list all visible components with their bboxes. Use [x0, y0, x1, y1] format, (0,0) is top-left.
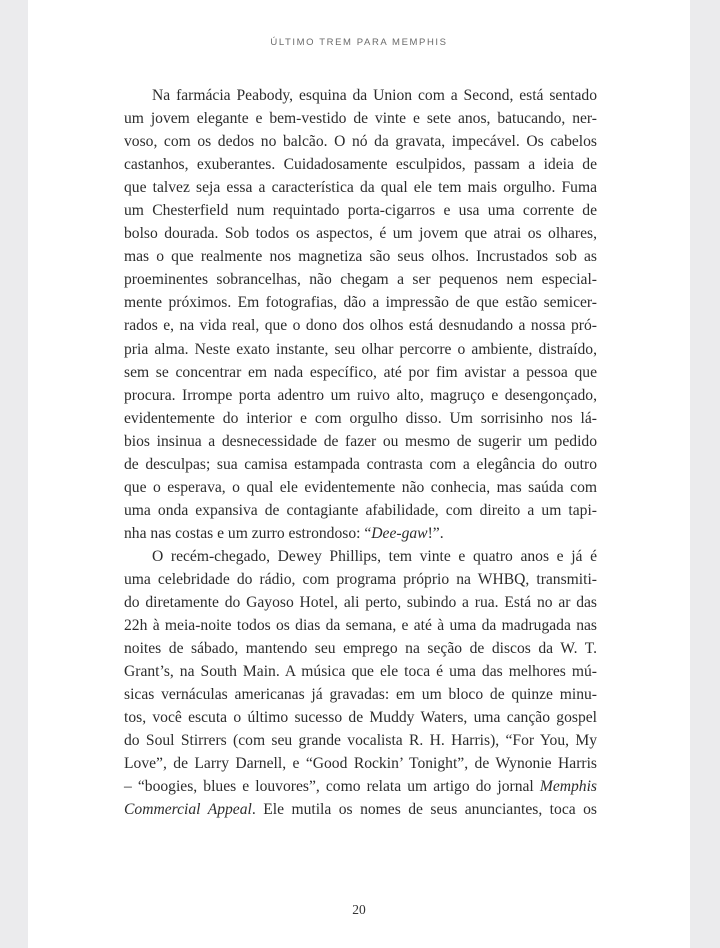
running-head: ÚLTIMO TREM PARA MEMPHIS — [270, 37, 448, 48]
italic-text: Dee-gaw — [371, 524, 428, 542]
text-line-mixed — [124, 775, 597, 798]
text-line: de desculpas; sua camisa estampada contrasta com a elegância do outro — [124, 455, 597, 473]
text-line: proeminentes sobrancelhas, não chegam a ser pequenos nem especial- — [124, 271, 597, 289]
text-line: 22h à meia-noite todos os dias da semana, e até à uma da madrugada nas — [124, 617, 597, 635]
text-line: mente próximos. Em fotografias, dão a impressão de que estão semicer- — [124, 294, 597, 312]
text-line: tos, você escuta o último sucesso de Muddy Waters, uma canção gospel — [124, 709, 597, 727]
text-line: que o esperava, o qual ele evidentemente não conhecia, mas saúda com — [124, 478, 597, 496]
text-line: evidentemente do interior e com orgulho disso. Um sorrisinho nos lá- — [124, 409, 597, 427]
text-line: noites de sábado, mantendo seu emprego na seção de discos da W. T. — [124, 640, 597, 658]
text-line: O recém-chegado, Dewey Phillips, tem vinte e quatro anos e já é — [152, 547, 597, 565]
text-line: rados e, na vida real, que o dono dos olhos está desnudando a nossa pró- — [124, 317, 597, 335]
text-line: mas o que realmente nos magnetiza são seus olhos. Incrustados sob as — [124, 248, 597, 266]
text-line: uma onda expansiva de contagiante afabilidade, com direito a um tapi- — [124, 501, 597, 519]
paragraph-2 — [124, 545, 597, 822]
text-line-last — [124, 522, 597, 545]
text-line: sicas vernáculas americanas já gravadas: em um bloco de quinze minu- — [124, 686, 597, 704]
text-line: uma celebridade do rádio, com programa próprio na WHBQ, transmiti- — [124, 570, 597, 588]
text-line: Na farmácia Peabody, esquina da Union com a Second, está sentado — [152, 87, 597, 104]
paragraph-1 — [124, 84, 597, 545]
text-run: nha nas costas e um zurro estrondoso: “ — [124, 524, 372, 542]
italic-text: Commercial Appeal — [124, 801, 252, 819]
text-line: bolso dourada. Sob todos os aspectos, é um jovem que atrai os olhares, — [124, 225, 597, 243]
text-line: do Soul Stirrers (com seu grande vocalista R. H. Harris), “For You, My — [124, 732, 597, 750]
text-line: Love”, de Larry Darnell, e “Good Rockin’ Tonight”, de Wynonie Harris — [124, 755, 597, 773]
text-line-mixed — [124, 798, 597, 821]
text-line: Grant’s, na South Main. A música que ele toca é uma das melhores mú- — [124, 663, 597, 681]
text-line: voso, com os dedos no balcão. O nó da gravata, impecável. Os cabelos — [124, 133, 597, 151]
text-line: um jovem elegante e bem-vestido de vinte e sete anos, batucando, ner- — [124, 110, 597, 128]
text-line: que talvez seja essa a característica da qual ele tem mais orgulho. Fuma — [124, 179, 597, 197]
italic-text: Memphis — [539, 778, 597, 796]
book-page — [28, 0, 690, 948]
text-line: sem se concentrar em nada específico, até por fim avistar a pessoa que — [124, 363, 597, 381]
body-text — [124, 84, 597, 822]
text-line: pria alma. Neste exato instante, seu olhar percorre o ambiente, distraído, — [124, 340, 597, 358]
text-line: procura. Irrompe porta adentro um ruivo alto, magruço e desengonçado, — [124, 386, 597, 404]
text-line: bios insinua a desnecessidade de fazer ou mesmo de sugerir um pedido — [124, 432, 597, 450]
text-line: castanhos, exuberantes. Cuidadosamente esculpidos, passam a ideia de — [124, 156, 597, 174]
text-run: !”. — [427, 524, 444, 542]
text-line: do diretamente do Gayoso Hotel, ali perto, subindo a rua. Está no ar das — [124, 594, 597, 612]
text-run: . Ele mutila os nomes de seus anunciantes, toca os — [251, 801, 597, 819]
page-number: 20 — [352, 902, 366, 917]
text-line: um Chesterfield num requintado porta-cigarros e usa uma corrente de — [124, 202, 597, 220]
text-run: – “boogies, blues e louvores”, como relata um artigo do jornal — [124, 778, 540, 796]
